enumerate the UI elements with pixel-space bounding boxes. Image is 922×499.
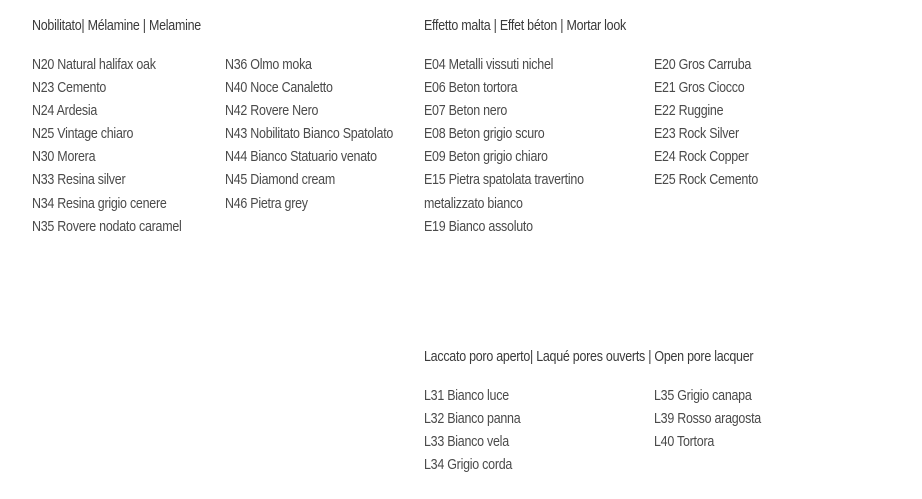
finish-item: N34 Resina grigio cenere (32, 195, 167, 212)
finish-item: N33 Resina silver (32, 172, 126, 189)
finish-item: E22 Ruggine (654, 103, 724, 120)
finish-item: N25 Vintage chiaro (32, 126, 134, 143)
finish-item: E20 Gros Carruba (654, 57, 752, 73)
finish-item: E23 Rock Silver (654, 126, 739, 143)
finish-item: N20 Natural halifax oak (32, 57, 156, 73)
finish-item: E07 Beton nero (424, 103, 508, 120)
melamine-list-col1 (32, 54, 206, 239)
finish-item: N24 Ardesia (32, 103, 98, 120)
finish-item: L40 Tortora (654, 434, 715, 451)
finish-item: E09 Beton grigio chiaro (424, 149, 548, 166)
finish-item: E08 Beton grigio scuro (424, 126, 545, 143)
mortar-list-col1 (424, 54, 610, 239)
melamine-heading: Nobilitato| Mélamine | Melamine (32, 18, 201, 34)
finish-item: N23 Cemento (32, 80, 107, 97)
finish-item: N44 Bianco Statuario venato (225, 149, 377, 166)
melamine-list-col2 (225, 54, 420, 216)
finish-item: L35 Grigio canapa (654, 388, 752, 404)
finish-item: L39 Rosso aragosta (654, 411, 761, 428)
finish-item: L32 Bianco panna (424, 411, 521, 428)
finish-item: E24 Rock Copper (654, 149, 749, 166)
finish-item: N40 Noce Canaletto (225, 80, 333, 97)
finish-item: metalizzato bianco (424, 195, 523, 212)
lacquer-list-col1 (424, 385, 536, 477)
finish-item: E21 Gros Ciocco (654, 80, 745, 97)
finish-item: N42 Rovere Nero (225, 103, 319, 120)
finish-item: E06 Beton tortora (424, 80, 518, 97)
mortar-heading: Effetto malta | Effet béton | Mortar look (424, 18, 627, 34)
finish-item: N45 Diamond cream (225, 172, 335, 189)
finish-item: E04 Metalli vissuti nichel (424, 57, 554, 73)
finish-item: L33 Bianco vela (424, 434, 509, 451)
finish-item: N46 Pietra grey (225, 195, 308, 212)
finish-item: L31 Bianco luce (424, 388, 509, 404)
mortar-list-col2 (654, 54, 775, 193)
finish-item: E19 Bianco assoluto (424, 218, 533, 235)
finish-item: E25 Rock Cemento (654, 172, 759, 189)
finish-item: N43 Nobilitato Bianco Spatolato (225, 126, 394, 143)
finish-item: L34 Grigio corda (424, 457, 513, 474)
finish-item: N30 Morera (32, 149, 96, 166)
lacquer-heading: Laccato poro aperto| Laqué pores ouverts | Open pore lacquer (424, 349, 754, 365)
lacquer-list-col2 (654, 385, 778, 454)
finish-item: N36 Olmo moka (225, 57, 312, 73)
finish-item: N35 Rovere nodato caramel (32, 218, 182, 235)
finish-item: E15 Pietra spatolata travertino (424, 172, 584, 189)
